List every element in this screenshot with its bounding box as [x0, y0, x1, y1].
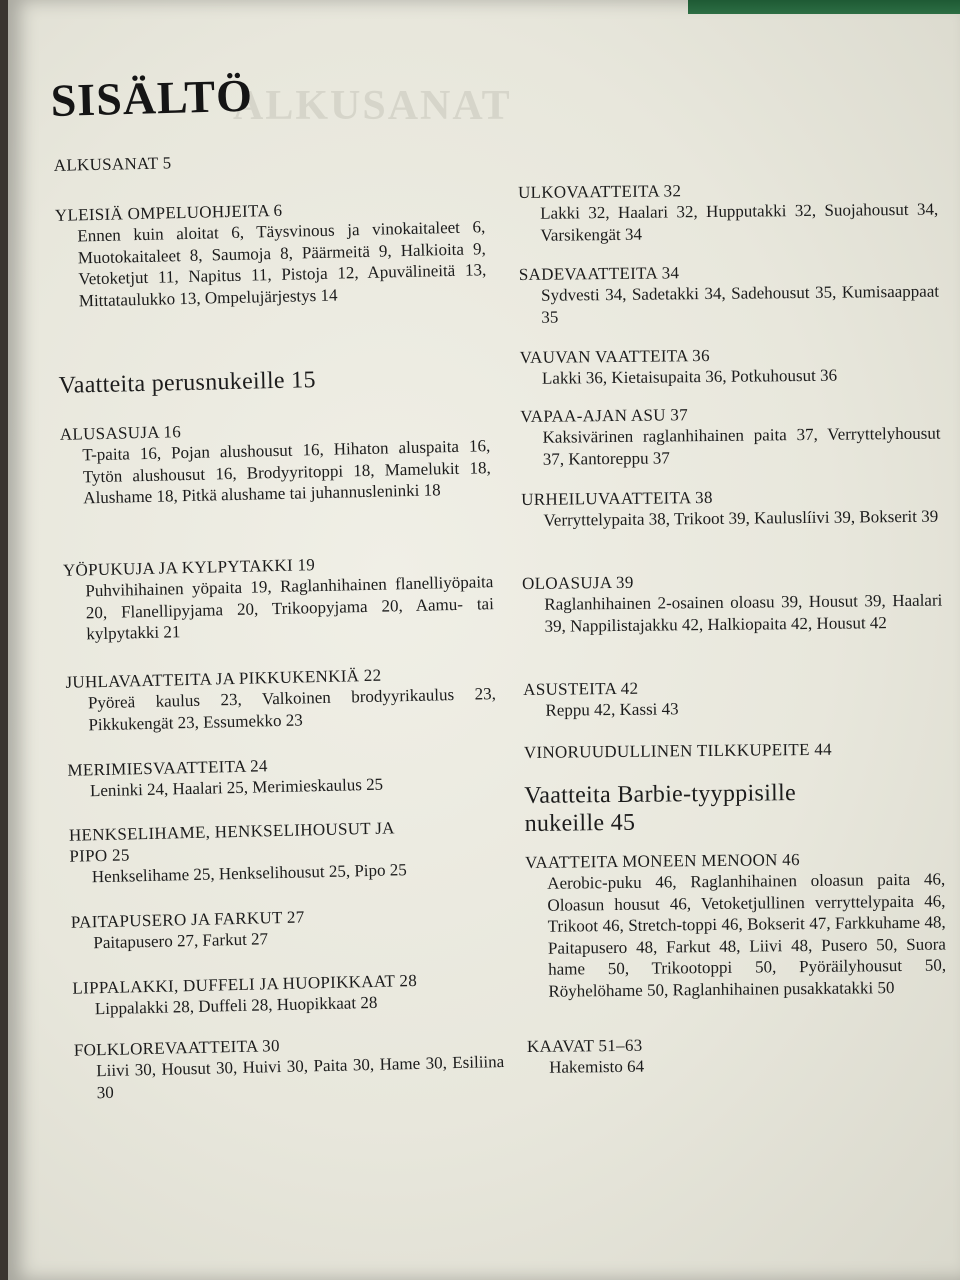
toc-subentries: Pyöreä kaulus 23, Valkoinen brodyyrikaulus 23, Pikkukengät 23, Essumekko 23 [87, 684, 497, 734]
toc-entry [524, 738, 944, 763]
toc-heading: SADEVAATTEITA 34 [518, 263, 680, 284]
toc-entry [58, 362, 489, 400]
toc-subentries: Lippalakki 28, Duffeli 28, Huopikkaat 28 [94, 992, 378, 1019]
toc-entry [521, 485, 941, 532]
toc-heading: KAAVAT 51–63 [526, 1035, 643, 1056]
toc-entry [72, 968, 503, 1020]
toc-entry [71, 902, 502, 954]
toc-subentries: Henkselihame 25, Henkselihousut 25, Pipo 25 [91, 860, 407, 887]
show-through-text: ALKUSANAT [233, 83, 512, 129]
toc-heading: LIPPALAKKI, DUFFELI JA HUOPIKKAAT 28 [72, 970, 418, 998]
toc-subentries: Verryttelypaita 38, Trikoot 39, Kauluslíivi 39, Bokserit 39 [543, 506, 939, 530]
toc-heading: ASUSTEITA 42 [523, 678, 639, 699]
toc-subentries: Raglanhihainen 2-osainen oloasu 39, Housut 39, Haalari 39, Nappilistajakku 42, Halkiopaita 42, Housut 42 [544, 590, 943, 636]
toc-subentries: Paitapusero 27, Farkut 27 [93, 929, 269, 953]
toc-heading: ALUSASUJA 16 [59, 422, 182, 444]
toc-subentries: Reppu 42, Kassi 43 [545, 699, 679, 720]
toc-entry [527, 1032, 947, 1079]
book-cover-edge [688, 0, 960, 14]
toc-heading: YÖPUKUJA JA KYLPYTAKKI 19 [62, 555, 316, 580]
toc-heading: ALKUSANAT 5 [53, 153, 172, 175]
toc-part-heading: Vaatteita Barbie-tyyppisille nukeille 45 [524, 780, 797, 837]
toc-entry [55, 195, 487, 312]
toc-heading: PAITAPUSERO JA FARKUT 27 [70, 907, 305, 932]
toc-entry [63, 550, 495, 645]
page-title: SISÄLTÖ [50, 69, 254, 126]
toc-subentries: Lakki 32, Haalari 32, Hupputakki 32, Suojahousut 34, Varsikengät 34 [540, 199, 939, 245]
toc-heading: VAUVAN VAATTEITA 36 [519, 345, 710, 367]
toc-entry [525, 848, 947, 1002]
toc-heading: URHEILUVAATTEITA 38 [521, 487, 713, 509]
toc-entry [519, 260, 940, 328]
toc-entry [60, 414, 492, 509]
toc-subentries: Aerobic-puku 46, Raglanhihainen oloasun paita 46, Oloasun housut 46, Vetoketjullinen verryttelypaita 46, Trikoot 46, Stretch-toppi 46, Bokserit 47, Farkkuhame 48, Paitapusero 48, Farkut 48, Liivi 48, Pusero 50, Suora hame 50, Trikootoppi 50, Pyöräilyhousut 50, Röyhelöhame 50, Raglanhihainen pusakkatakki 50 [547, 869, 947, 1001]
toc-subentries: Hakemisto 64 [549, 1056, 645, 1077]
toc-entry [74, 1030, 505, 1104]
toc-heading: MERIMIESVAATTEITA 24 [67, 756, 268, 780]
toc-entry [54, 145, 484, 176]
toc-entry [523, 675, 943, 722]
toc-entry [520, 343, 940, 390]
toc-subentries: Sydvesti 34, Sadetakki 34, Sadehousut 35, Kumisaappaat 35 [540, 281, 940, 327]
toc-entry [65, 662, 496, 736]
toc-subentries: Kaksivärinen raglanhihainen paita 37, Verryttelyhousut 37, Kantoreppu 37 [542, 423, 941, 469]
toc-subentries: Lakki 36, Kietaisupaita 36, Potkuhousut 36 [541, 365, 838, 388]
toc-heading: YLEISIÄ OMPELUOHJEITA 6 [54, 200, 283, 225]
toc-subentries: Ennen kuin aloitat 6, Täysvinous ja vinokaitaleet 6, Muotokaitaleet 8, Saumoja 8, Päärmeitä 9, Halkioita 9, Vetoketjut 11, Napitus 11, Pistoja 12, Apuvälineitä 13, Mittataulukko 13, Ompelujärjestys 14 [77, 217, 487, 310]
toc-heading: OLOASUJA 39 [522, 572, 634, 593]
toc-heading: HENKSELIHAME, HENKSELIHOUSUT JA PIPO 25 [68, 818, 394, 866]
book-page [8, 0, 960, 1280]
toc-heading: VAPAA-AJAN ASU 37 [520, 405, 689, 426]
toc-heading: ULKOVAATTEITA 32 [517, 181, 682, 202]
toc-heading: JUHLAVAATTEITA JA PIKKUKENKIÄ 22 [65, 665, 382, 692]
toc-subentries: Liivi 30, Housut 30, Huivi 30, Paita 30, Hame 30, Esiliina 30 [96, 1051, 505, 1102]
toc-heading: VINORUUDULLINEN TILKKUPEITE 44 [523, 739, 832, 762]
toc-entry [520, 402, 941, 470]
toc-subentries: Puhvihihainen yöpaita 19, Raglanhihainen flanelliyöpaita 20, Flanellipyjama 20, Trikoopyjama 20, Aamu- tai kylpytakki 21 [85, 572, 495, 644]
toc-entry [67, 750, 498, 802]
toc-subentries: T-paita 16, Pojan alushousut 16, Hihaton aluspaita 16, Tytön alushousut 16, Brodyyritoppi 18, Mamelukit 18, Alushame 18, Pitkä alushame tai juhannusleninki 18 [82, 436, 491, 508]
toc-part-heading: Vaatteita perusnukeille 15 [58, 367, 317, 399]
toc-entry [518, 178, 939, 246]
toc-entry [524, 778, 945, 838]
toc-entry [69, 815, 500, 888]
toc-entry [522, 569, 943, 637]
toc-heading: FOLKLOREVAATTEITA 30 [73, 1036, 280, 1060]
toc-subentries: Leninki 24, Haalari 25, Merimieskaulus 25 [89, 774, 384, 801]
toc-heading: VAATTEITA MONEEN MENOON 46 [524, 850, 800, 872]
